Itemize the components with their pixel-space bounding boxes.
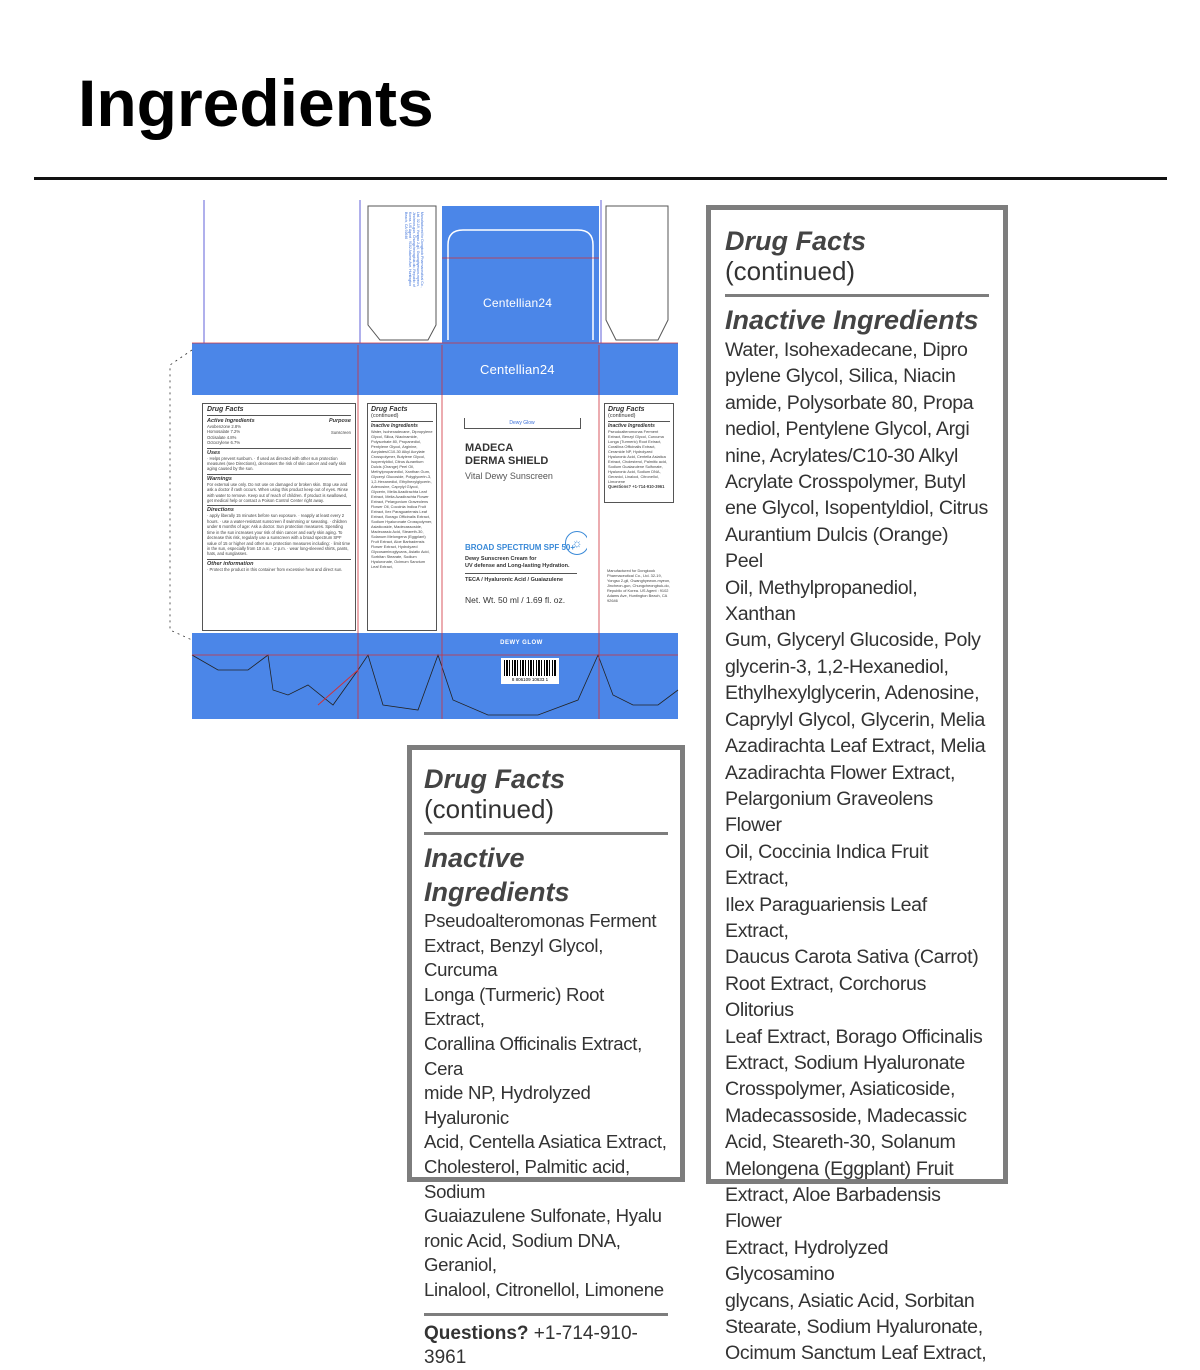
zoom-large-ingredients xyxy=(725,337,989,1367)
carton-inactive2-text: Pseudoalteromonas Ferment Extract, Benzyl Glycol, Curcuma Longa (Turmeric) Root Extract, Corallina Officinalis Extract, Ceramide NP, Hydrolyzed Hyaluronic Acid, Centella Asiatica Extract, Cholesterol, Palmitic acid, Sodium Guaiazulene Sulfonate, Hyaluronic Acid, Sodium DNA, Geraniol, Linalool, Citronellol, Limonene xyxy=(608,429,668,484)
carton-df-active-item: Octocrylene 6.7% xyxy=(207,440,241,446)
carton-inactive-title: Drug Facts xyxy=(371,406,408,413)
carton-top-brand: Centellian24 xyxy=(483,296,553,310)
ingredient-line: Acrylate Crosspolymer, Butyl xyxy=(725,471,966,494)
ingredient-line: Extract, Aloe Barbadensis Flower xyxy=(725,1184,941,1233)
zoom-large-subtitle: (continued) xyxy=(725,256,856,286)
ingredient-line: Ilex Paraguariensis Leaf Extract, xyxy=(725,893,927,942)
carton-df-purpose-head: Purpose xyxy=(328,418,351,424)
carton-df-active-item: Octisalate 4.8% xyxy=(207,434,237,440)
carton-front-panel xyxy=(457,413,587,633)
zoom-large-title: Drug Facts xyxy=(725,226,867,256)
ingredient-line: Caprylyl Glycol, Glycerin, Melia xyxy=(725,708,985,731)
carton-claim-line: Dewy Sunscreen Cream for xyxy=(465,556,537,562)
ingredient-line: Aurantium Dulcis (Orange) Peel xyxy=(725,523,949,573)
barcode-bars xyxy=(504,660,556,676)
zoom-small-heading: Inactive Ingredients xyxy=(424,843,570,907)
ingredient-line: Leaf Extract, Borago Officinalis xyxy=(725,1025,983,1048)
carton-df-title: Drug Facts xyxy=(207,406,244,413)
questions-label: Questions? xyxy=(424,1322,529,1344)
ingredient-line: Acid, Steareth-30, Solanum xyxy=(725,1131,956,1154)
drug-facts-zoom-small xyxy=(407,745,685,1368)
ingredient-line: Water, Isohexadecane, Dipro xyxy=(725,339,968,361)
carton-product-name-line: MADECA xyxy=(465,442,514,454)
carton-df-active-item: Homosalate 7.2% xyxy=(207,429,241,435)
carton-side-fine-print: Manufactured for Dongkook Pharmaceutical Co., Ltd. 32-19, Yongso 2-gil, Gwanghyewon-myeon, Jincheon-gun, Chungcheongbuk-do, Republic of Korea. US Agent : 9102 Adams Ave, Huntington Beach, CA 92646 xyxy=(404,212,424,288)
carton-manufacturer-text: Manufactured for Dongkook Pharmaceutical Co., Ltd. 32-19, Yongso 2-gil, Gwanghyewon-myeon, Jincheon-gun, Chungcheongbuk-do, Republic of Korea. US Agent : 9102 Adams Ave, Huntington Beach, CA 92646 xyxy=(607,568,671,603)
carton-inactive-text: Water, Isohexadecane, Dipropylene Glycol, Silica, Niacinamide, Polysorbate 80, Propanediol, Pentylene Glycol, Arginine, Acrylates/C10-30 Alkyl Acrylate Crosspolymer, Butylene Glycol, Isopentyldiol, Citrus Aurantium Dulcis (Orange) Peel Oil, Methylpropanediol, Xanthan Gum, Glyceryl Glucoside, Polyglycerin-3, 1,2-Hexanediol, Ethylhexylglycerin, Adenosine, Caprylyl Glycol, Glycerin, Melia Azadirachta Leaf Extract, Melia Azadirachta Flower Extract, Pelargonium Graveolens Flower Oil, Coccinia Indica Fruit Extract, Ilex Paraguariensis Leaf Extract, Borago Officinalis Extract, Sodium Hyaluronate Crosspolymer, Asiaticoside, Madecassoside, Madecassic Acid, Steareth-30, Solanum Melongena (Eggplant) Fruit Extract, Aloe Barbadensis Flower Extract, Hydrolyzed Glycosaminoglycans, Asiatic Acid, Sorbitan Stearate, Sodium Hyaluronate, Ocimum Sanctum Leaf Extract, xyxy=(371,429,433,569)
ingredient-line: Extract, Sodium Hyaluronate xyxy=(725,1051,965,1074)
carton-band-brand: Centellian24 xyxy=(480,362,555,377)
questions-phone: +1-714-910-3961 xyxy=(424,1322,638,1368)
carton-bottom-label: DEWY GLOW xyxy=(500,640,543,646)
carton-df-directions-text: · apply liberally 15 minutes before sun exposure. · reapply at least every 2 hours. · use a water-resistant sunscreen if swimming or sweating. · children under 6 months of age: Ask a doctor. Sun protection measures. Spending time in the sun increases your risk of skin cancer and early skin aging. To decrease this risk, regularly use a sunscreen with a broad spectrum SPF value of 15 or higher and other sun protection measures including: · limit time in the sun, especially from 10 a.m. - 2 p.m. · wear long-sleeved shirts, pants, hats, and sunglasses. xyxy=(207,513,351,557)
carton-front-badge: Dewy Glow xyxy=(464,418,581,429)
carton-df-directions-head: Directions xyxy=(207,505,351,513)
ingredient-line: nine, Acrylates/C10-30 Alkyl xyxy=(725,444,959,467)
ingredient-line: glycerin-3, 1,2-Hexanediol, xyxy=(725,655,949,678)
page-title: Ingredients xyxy=(78,66,434,140)
carton-inactive-head: Inactive Ingredients xyxy=(371,421,433,429)
carton-df-other-text: · Protect the product in this container from excessive heat and direct sun. xyxy=(207,566,343,572)
barcode xyxy=(501,658,559,684)
ingredient-line: Ethylhexylglycerin, Adenosine, xyxy=(725,682,980,705)
carton-product-name-line: DERMA SHIELD xyxy=(465,455,549,467)
ingredient-line: Oil, Coccinia Indica Fruit Extract, xyxy=(725,840,929,890)
zoom-small-ingredients xyxy=(424,909,668,1303)
carton-df-uses-text: · Helps prevent sunburn. · If used as directed with other sun protection measures (see Directions), decreases the risk of skin cancer and early skin aging caused by the sun. xyxy=(207,455,347,472)
carton-inactive2-head: Inactive Ingredients xyxy=(608,421,670,429)
ingredient-line: Crosspolymer, Asiaticoside, xyxy=(725,1078,956,1101)
zoom-small-title: Drug Facts xyxy=(424,764,566,794)
ingredient-line: Azadirachta Leaf Extract, Melia xyxy=(725,735,986,758)
ingredient-line: Pseudoalteromonas Ferment xyxy=(424,910,657,931)
ingredient-line: Gum, Glyceryl Glucoside, Poly xyxy=(725,629,981,652)
ingredient-line: Pelargonium Graveolens Flower xyxy=(725,787,933,837)
carton-spf-label: BROAD SPECTRUM SPF 50+ xyxy=(465,543,576,552)
ingredient-line: Madecassoside, Madecassic xyxy=(725,1104,967,1127)
carton-product-subtitle: Vital Dewy Sunscreen xyxy=(465,471,553,481)
ingredient-line: Cholesterol, Palmitic acid, Sodium xyxy=(424,1155,630,1202)
ingredient-line: Corallina Officinalis Extract, Cera xyxy=(424,1032,642,1079)
ingredient-line: Daucus Carota Sativa (Carrot) xyxy=(725,946,979,969)
ingredient-line: Ocimum Sanctum Leaf Extract, xyxy=(725,1342,987,1365)
carton-drug-facts-panel xyxy=(202,403,356,631)
carton-df-other-head: Other information xyxy=(207,559,351,567)
ingredient-line: Stearate, Sodium Hyaluronate, xyxy=(725,1316,983,1339)
carton-inactive-panel-2 xyxy=(604,403,674,503)
ingredient-line: glycans, Asiatic Acid, Sorbitan xyxy=(725,1289,975,1312)
ingredient-line: Extract, Hydrolyzed Glycosamino xyxy=(725,1236,889,1286)
ingredient-line: Acid, Centella Asiatica Extract, xyxy=(424,1131,667,1153)
zoom-large-heading: Inactive Ingredients xyxy=(725,305,979,335)
ingredient-line: Melongena (Eggplant) Fruit xyxy=(725,1157,954,1180)
ingredient-line: nediol, Pentylene Glycol, Argi xyxy=(725,418,970,441)
ingredient-line: ronic Acid, Sodium DNA, Geraniol, xyxy=(424,1229,621,1276)
title-divider xyxy=(34,177,1167,180)
carton-inactive2-title: Drug Facts xyxy=(608,406,645,413)
ingredient-line: ene Glycol, Isopentyldiol, Citrus xyxy=(725,497,988,520)
drug-facts-zoom-large xyxy=(706,205,1008,1365)
ingredient-line: Linalool, Citronellol, Limonene xyxy=(424,1278,664,1300)
ingredient-line: Guaiazulene Sulfonate, Hyalu xyxy=(424,1205,662,1227)
carton-dieline-image xyxy=(158,200,698,725)
ingredient-line: pylene Glycol, Silica, Niacin xyxy=(725,365,956,388)
carton-claim-line: UV defense and Long-lasting Hydration. xyxy=(465,563,570,569)
carton-df-purpose: Sunscreen xyxy=(330,430,351,435)
carton-inactive2-sub: (continued) xyxy=(608,413,636,419)
carton-df-warnings-text: For external use only. Do not use on damaged or broken skin. Stop use and ask a doctor if rash occurs. When using this product keep out of eyes. Rinse with water to remove. Keep out of reach of children. If product is swallowed, get medical help or contact a Poison Control Center right away. xyxy=(207,481,349,504)
ingredient-line: Longa (Turmeric) Root Extract, xyxy=(424,983,605,1030)
carton-df-warnings-head: Warnings xyxy=(207,474,351,482)
ingredient-line: Extract, Benzyl Glycol, Curcuma xyxy=(424,934,604,981)
zoom-small-subtitle: (continued) xyxy=(424,794,555,824)
carton-product-name xyxy=(465,442,587,468)
carton-inactive-sub: (continued) xyxy=(371,413,399,419)
sun-protection-icon: ☼ xyxy=(565,531,587,555)
carton-inactive-panel-1 xyxy=(367,403,437,631)
ingredient-line: Oil, Methylpropanediol, Xanthan xyxy=(725,576,918,626)
carton-net-weight: Net. Wt. 50 ml / 1.69 fl. oz. xyxy=(465,595,566,605)
barcode-number: 8 806109 10633 1 xyxy=(511,677,549,682)
carton-inactive2-questions: Questions? +1-714-910-3961 xyxy=(608,484,665,489)
carton-key-ingredients: TECA / Hyaluronic Acid / Guaiazulene xyxy=(465,573,577,583)
ingredient-line: Root Extract, Corchorus Olitorius xyxy=(725,972,927,1022)
ingredient-line: amide, Polysorbate 80, Propa xyxy=(725,391,974,414)
zoom-small-questions xyxy=(424,1322,668,1370)
ingredient-line: Azadirachta Flower Extract, xyxy=(725,761,956,784)
carton-manufacturer-block xyxy=(604,568,674,626)
carton-df-active-head: Active Ingredients xyxy=(207,418,255,424)
carton-df-uses-head: Uses xyxy=(207,448,351,456)
ingredient-line: mide NP, Hydrolyzed Hyaluronic xyxy=(424,1082,591,1128)
carton-df-active-item: Avobenzone 2.8% xyxy=(207,424,241,429)
